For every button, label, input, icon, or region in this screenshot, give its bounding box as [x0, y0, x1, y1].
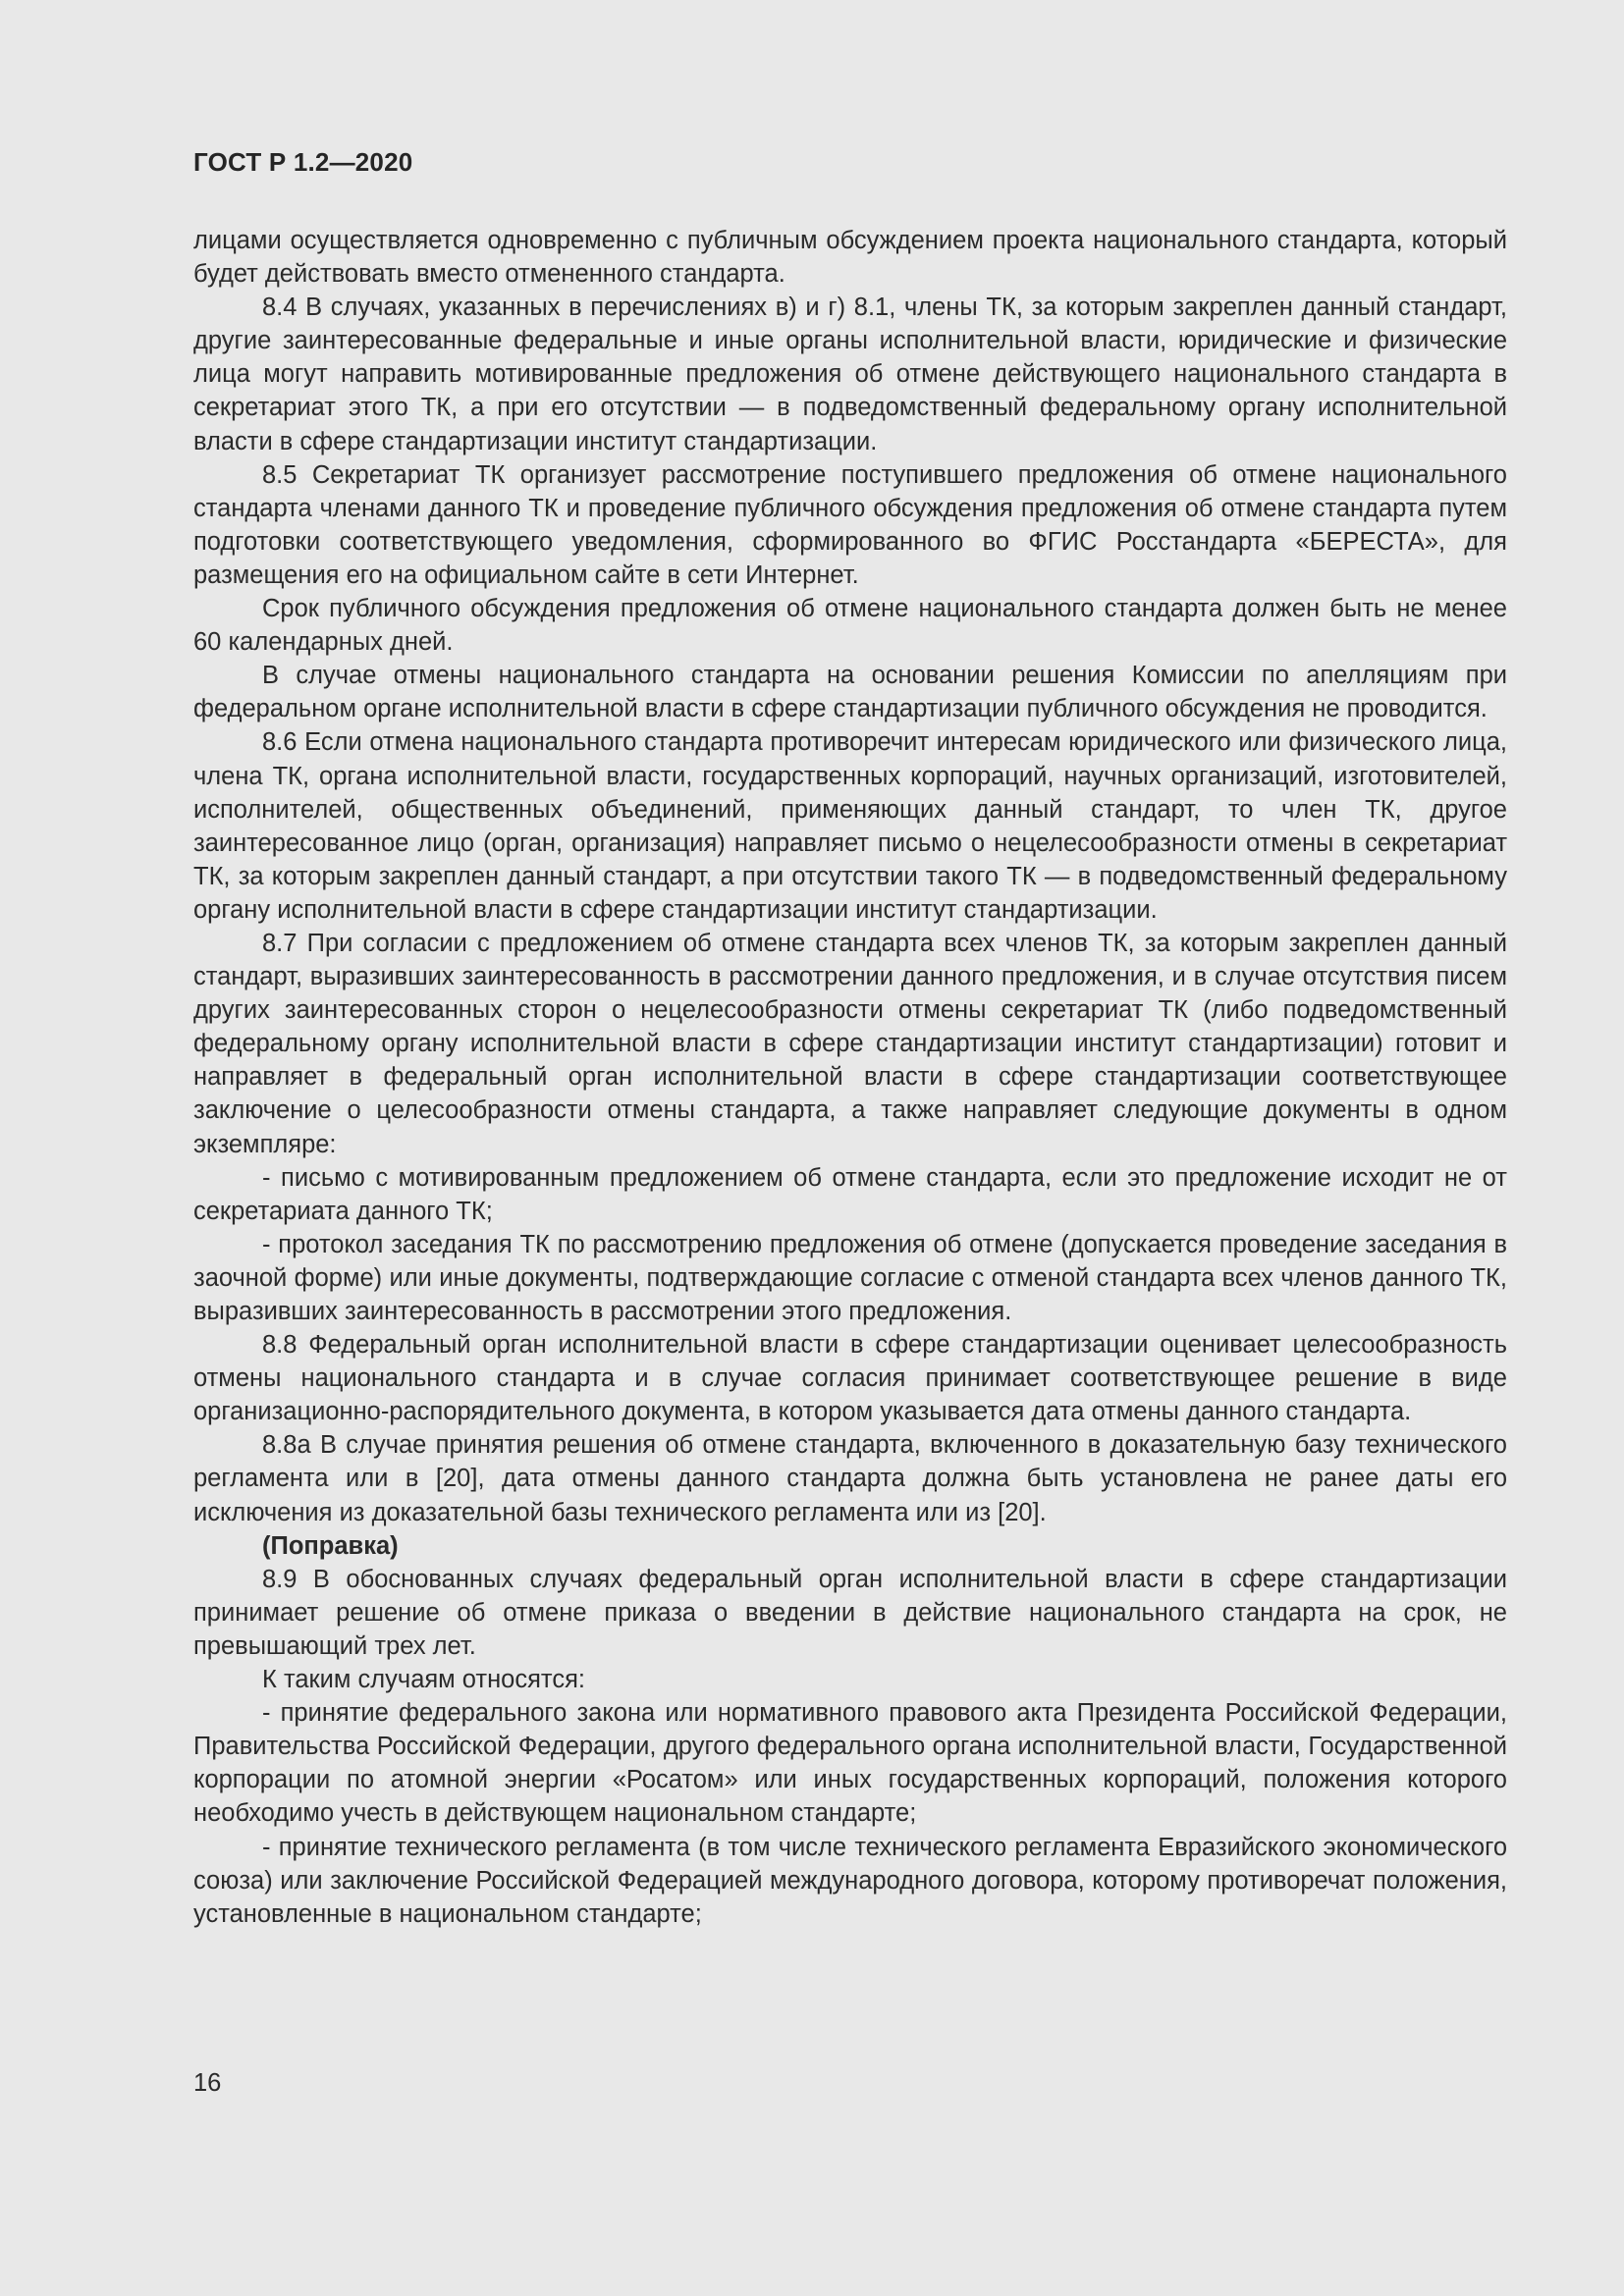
paragraph: 8.8 Федеральный орган исполнительной власти в сфере стандартизации оценивает целесообразность отмены национального стандарта и в случае согласия принимает соответствующее решение в виде организационно-распорядительного документа, в котором указывается дата отмены данного стандарта.: [193, 1331, 1507, 1426]
paragraph: (Поправка): [262, 1531, 399, 1560]
paragraph: 8.5 Секретариат ТК организует рассмотрение поступившего предложения об отмене национального стандарта членами данного ТК и проведение публичного обсуждения предложения об отмене стандарта путем подготовки соответствующего уведомления, сформированного во ФГИС Росстандарта «БЕРЕСТА», для размещения его на официальном сайте в сети Интернет.: [193, 460, 1507, 589]
paragraph: 8.8а В случае принятия решения об отмене стандарта, включенного в доказательную базу технического регламента или в [20], дата отмены данного стандарта должна быть установлена не ранее даты его исключения из доказательной базы технического регламента или из [20].: [193, 1431, 1507, 1526]
paragraph: - принятие федерального закона или нормативного правового акта Президента Российской Федерации, Правительства Российской Федерации, другого федерального органа исполнительной власти, Государственной корпорации по атомной энергии «Росатом» или иных государственных корпораций, положения которого необходимо учесть в действующем национальном стандарте;: [193, 1699, 1507, 1828]
document-header: ГОСТ Р 1.2—2020: [193, 147, 413, 177]
paragraph: 8.6 Если отмена национального стандарта противоречит интересам юридического или физического лица, члена ТК, органа исполнительной власти, государственных корпораций, научных организаций, изготовителей, исполнителей, общественных объединений, применяющих данный стандарт, то член ТК, другое заинтересованное лицо (орган, организация) направляет письмо о нецелесообразности отмены в секретариат ТК, за которым закреплен данный стандарт, а при отсутствии такого ТК — в подведомственный федеральному органу исполнительной власти в сфере стандартизации институт стандартизации.: [193, 728, 1507, 924]
page-number: 16: [193, 2069, 222, 2097]
paragraph: - письмо с мотивированным предложением об отмене стандарта, если это предложение исходит не от секретариата данного ТК;: [193, 1163, 1507, 1225]
paragraph: К таким случаям относятся:: [262, 1666, 585, 1694]
document-body: [193, 224, 1507, 1931]
paragraph: 8.9 В обоснованных случаях федеральный орган исполнительной власти в сфере стандартизации принимает решение об отмене приказа о введении в действие национального стандарта на срок, не превышающий трех лет.: [193, 1565, 1507, 1660]
paragraph: лицами осуществляется одновременно с публичным обсуждением проекта национального стандарта, который будет действовать вместо отмененного стандарта.: [193, 227, 1507, 289]
paragraph: - принятие технического регламента (в том числе технического регламента Евразийского экономического союза) или заключение Российской Федерацией международного договора, которому противоречат положения, установленные в национальном стандарте;: [193, 1833, 1507, 1928]
paragraph: 8.4 В случаях, указанных в перечислениях в) и г) 8.1, члены ТК, за которым закреплен данный стандарт, другие заинтересованные федеральные и иные органы исполнительной власти, юридические и физические лица могут направить мотивированные предложения об отмене действующего национального стандарта в секретариат этого ТК, а при его отсутствии — в подведомственный федеральному органу исполнительной власти в сфере стандартизации институт стандартизации.: [193, 294, 1507, 455]
paragraph: - протокол заседания ТК по рассмотрению предложения об отмене (допускается проведение заседания в заочной форме) или иные документы, подтверждающие согласие с отменой стандарта всех членов данного ТК, выразивших заинтересованность в рассмотрении этого предложения.: [193, 1230, 1507, 1325]
paragraph: Срок публичного обсуждения предложения об отмене национального стандарта должен быть не менее 60 календарных дней.: [193, 595, 1507, 657]
paragraph: 8.7 При согласии с предложением об отмене стандарта всех членов ТК, за которым закреплен данный стандарт, выразивших заинтересованность в рассмотрении данного предложения, и в случае отсутствия писем других заинтересованных сторон о нецелесообразности отмены секретариат ТК (либо подведомственный федеральному органу исполнительной власти в сфере стандартизации институт стандартизации) готовит и направляет в федеральный орган исполнительной власти в сфере стандартизации соответствующее заключение о целесообразности отмены стандарта, а также направляет следующие документы в одном экземпляре:: [193, 929, 1507, 1158]
paragraph: В случае отмены национального стандарта на основании решения Комиссии по апелляциям при федеральном органе исполнительной власти в сфере стандартизации публичного обсуждения не проводится.: [193, 662, 1507, 723]
